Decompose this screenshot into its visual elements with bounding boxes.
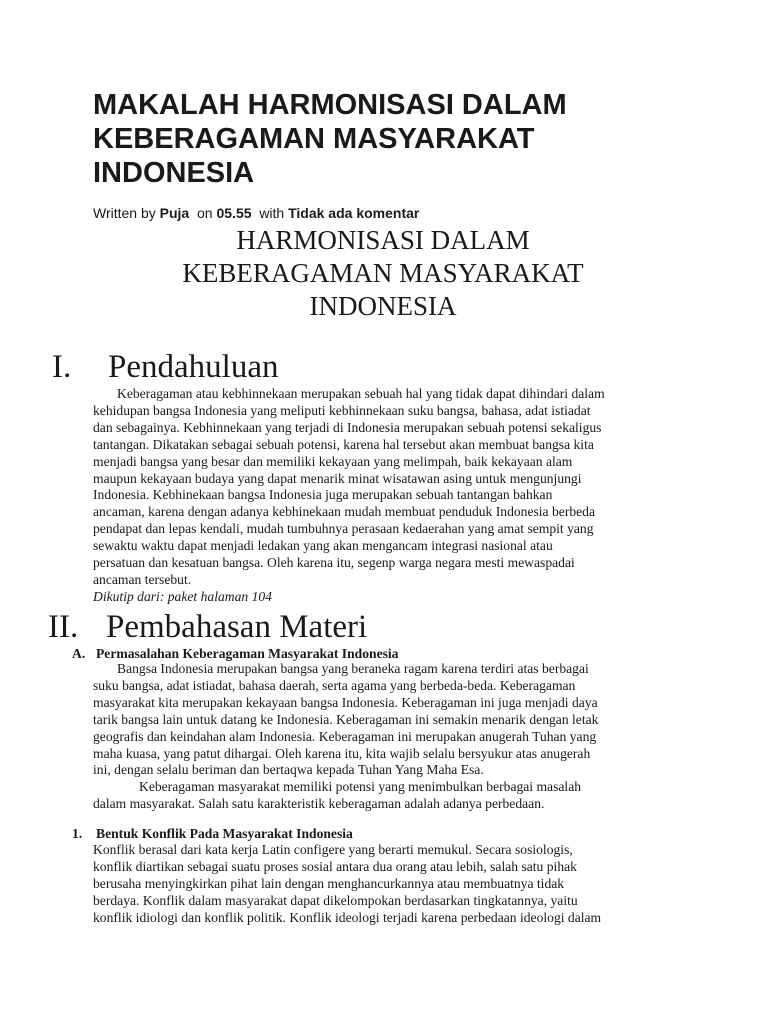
paragraph-line: maha kuasa, yang patut dihargai. Oleh karena itu, kita wajib selalu bersyukur atas anugerah [93, 745, 591, 761]
byline [93, 204, 419, 222]
paragraph-line: berdaya. Konflik dalam masyarakat dapat dikelompokan berdasarkan tingkatannya, yaitu [93, 892, 578, 908]
section-title: Pembahasan Materi [106, 609, 368, 645]
subtitle-line: KEBERAGAMAN MASYARAKAT [182, 258, 584, 288]
paragraph-line: kehidupan bangsa Indonesia yang meliputi kebhinnekaan suku bangsa, bahasa, adat istiadat [93, 402, 591, 418]
paragraph-line: sewaktu waktu dapat menjadi ledakan yang akan mengancam integrasi nasional atau [93, 538, 553, 554]
section-number: II. [48, 609, 79, 645]
subsection-heading-a [72, 645, 398, 662]
paragraph-line: dalam masyarakat. Salah satu karakteristik keberagaman adalah adanya perbedaan. [93, 796, 545, 812]
paragraph-line: konflik idiologi dan konflik politik. Konflik ideologi terjadi karena perbedaan ideologi dalam [93, 909, 602, 925]
subsection-label: 1. [72, 826, 83, 841]
subtitle-line: INDONESIA [309, 291, 457, 321]
section-heading-pendahuluan [52, 348, 278, 386]
paragraph-line: pendapat dan lepas kendali, mudah tumbuhnya perasaan kedaerahan yang amat sempit yang [93, 521, 594, 537]
byline-with: with [259, 205, 285, 221]
paragraph-line: tarik bangsa lain untuk datang ke Indonesia. Keberagaman ini semakin menarik dengan letak [93, 711, 599, 727]
subsection-title: Bentuk Konflik Pada Masyarakat Indonesia [96, 826, 353, 841]
paragraph-line: dan sebagainya. Kebhinnekaan yang terjadi di Indonesia merupakan sebuah potensi sekaligus [93, 419, 602, 435]
document-subtitle [93, 224, 673, 323]
subsection-1-text [93, 842, 673, 927]
subsection-label: A. [72, 646, 86, 661]
byline-on: on [197, 205, 213, 221]
section-title: Pendahuluan [108, 349, 279, 385]
subtitle-line: HARMONISASI DALAM [236, 225, 530, 255]
comments-link[interactable]: Tidak ada komentar [288, 205, 420, 221]
subsection-a-text [93, 661, 673, 813]
paragraph-line: Keberagaman atau kebhinnekaan merupakan sebuah hal yang tidak dapat dihindari dalam [117, 386, 605, 401]
title-line: INDONESIA [93, 157, 255, 189]
paragraph-line: Keberagaman masyarakat memiliki potensi yang menimbulkan berbagai masalah [139, 779, 582, 795]
subsection-title: Permasalahan Keberagaman Masyarakat Indonesia [96, 646, 399, 661]
post-time-link[interactable]: 05.55 [216, 205, 252, 221]
paragraph-line: Indonesia. Kebhinekaan bangsa Indonesia juga merupakan sebuah tantangan bahkan [93, 487, 553, 503]
author-link[interactable]: Puja [159, 205, 190, 221]
paragraph-line: masyarakat kita merupakan kekayaan bangsa Indonesia. Keberagaman ini juga menjadi daya [93, 694, 598, 710]
paragraph-line: ancaman tersebut. [93, 571, 192, 587]
paragraph-line: ancaman, karena dengan adanya kebhinekaan mudah membuat penduduk Indonesia berbeda [93, 504, 596, 520]
subsection-heading-1 [72, 825, 353, 842]
paragraph-line: Bangsa Indonesia merupakan bangsa yang beraneka ragam karena terdiri atas berbagai [117, 661, 589, 676]
paragraph-line: ini, dengan selalu beriman dan bertaqwa kepada Tuhan Yang Maha Esa. [93, 762, 484, 778]
source-citation: Dikutip dari: paket halaman 104 [93, 588, 272, 604]
paragraph-line: Konflik berasal dari kata kerja Latin configere yang berarti memukul. Secara sosiologis, [93, 842, 573, 857]
title-line: MAKALAH HARMONISASI DALAM [93, 89, 567, 121]
paragraph-line: menjadi bangsa yang besar dan memiliki kekayaan yang melimpah, baik kekayaan alam [93, 453, 573, 469]
title-line: KEBERAGAMAN MASYARAKAT [93, 123, 535, 155]
paragraph-line: berusaha menyingkirkan pihat lain dengan menghancurkannya atau membuatnya tidak [93, 875, 565, 891]
section-number: I. [52, 349, 72, 385]
section-heading-pembahasan [48, 608, 367, 646]
paragraph-line: tantangan. Dikatakan sebagai sebuah potensi, karena hal tersebut akan membuat bangsa kita [93, 436, 594, 452]
document-title [93, 88, 693, 190]
byline-written-by: Written by [93, 205, 156, 221]
paragraph-line: persatuan dan kesatuan bangsa. Oleh karena itu, segenp warga negara mesti mewaspadai [93, 555, 575, 571]
paragraph-line: geografis dan keindahan alam Indonesia. Keberagaman ini merupakan anugerah Tuhan yang [93, 728, 597, 744]
paragraph-line: konflik diartikan sebagai suatu proses sosial antara dua orang atau lebih, salah satu pihak [93, 858, 577, 874]
section-paragraph [93, 386, 673, 606]
paragraph-line: suku bangsa, adat istiadat, bahasa daerah, serta agama yang berbeda-beda. Keberagaman [93, 677, 576, 693]
paragraph-line: maupun kekayaan budaya yang dapat menarik minat wisatawan asing untuk mengunjungi [93, 470, 582, 486]
